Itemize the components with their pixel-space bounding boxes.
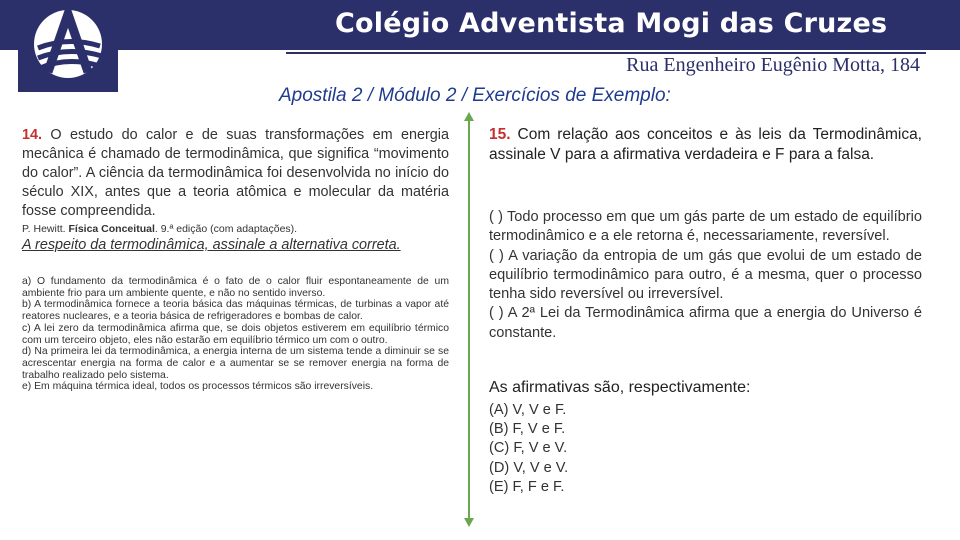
question-14-text	[22, 126, 449, 221]
question-15-body: Com relação aos conceitos e às leis da Termodinâmica, assinale V para a afirmativa verdadeira e F para a falsa.	[489, 126, 922, 163]
statement-2: ( ) A variação da entropia de um gás que evolui de um estado de equilíbrio termodinâmico para outro, é a mesma, quer o processo tenha sido reversível ou irreversível.	[489, 247, 922, 303]
question-15-number: 15.	[489, 126, 511, 143]
option-c: c) A lei zero da termodinâmica afirma que, se dois objetos estiverem em equilíbrio térmico com um terceiro objeto, eles não estarão em equilíbrio térmico um com o outro.	[22, 322, 449, 346]
answer-d: (D) V, V e V.	[489, 459, 569, 476]
adventist-logo-icon	[18, 0, 118, 92]
school-name: Colégio Adventista Mogi das Cruzes	[335, 8, 888, 39]
statement-1: ( ) Todo processo em que um gás parte de um estado de equilíbrio termodinâmico e a ele retorna é, necessariamente, reversível.	[489, 209, 922, 245]
question-14-options	[22, 276, 449, 393]
option-d: d) Na primeira lei da termodinâmica, a energia interna de um sistema tende a diminuir se se acrescentar energia na forma de calor e a aumentar se se remover energia na forma de trabalho realizado pelo sistema.	[22, 346, 449, 381]
option-b: b) A termodinâmica fornece a teoria básica das máquinas térmicas, de turbinas a vapor até reatores nucleares, e a teoria básica de refrigeradores e bombas de calor.	[22, 299, 449, 323]
header	[0, 0, 960, 78]
question-14-body: O estudo do calor e de suas transformações em energia mecânica é chamado de termodinâmica, que significa “movimento do calor”. A ciência da termodinâmica foi desenvolvida no início do século XIX, antes que a teoria atômica e molecular da matéria fosse compreendida.	[22, 127, 449, 219]
divider-arrow-down-icon	[464, 518, 474, 527]
statement-3: ( ) A 2ª Lei da Termodinâmica afirma que a energia do Universo é constante.	[489, 305, 922, 341]
question-15-text	[489, 125, 922, 165]
answers-title: As afirmativas são, respectivamente:	[489, 379, 751, 396]
answer-a: (A) V, V e F.	[489, 402, 567, 418]
column-divider	[468, 118, 470, 520]
answer-c: (C) F, V e V.	[489, 440, 568, 457]
answer-options	[489, 401, 568, 497]
answer-b: (B) F, V e F.	[489, 421, 566, 438]
school-address: Rua Engenheiro Eugênio Motta, 184	[626, 54, 920, 76]
question-14-reference: P. Hewitt. Física Conceitual. 9.ª edição (com adaptações).	[22, 223, 298, 235]
page-title: Apostila 2 / Módulo 2 / Exercícios de Exemplo:	[279, 85, 671, 106]
question-14-instruction: A respeito da termodinâmica, assinale a alternativa correta.	[22, 237, 401, 253]
question-14-number: 14.	[22, 127, 43, 143]
option-a: a) O fundamento da termodinâmica é o fato de o calor fluir espontaneamente de um ambiente frio para um ambiente quente, e não no sentido inverso.	[22, 276, 449, 299]
option-e: e) Em máquina térmica ideal, todos os processos térmicos são irreversíveis.	[22, 381, 374, 393]
question-15-statements	[489, 208, 922, 343]
answer-e: (E) F, F e F.	[489, 478, 565, 495]
